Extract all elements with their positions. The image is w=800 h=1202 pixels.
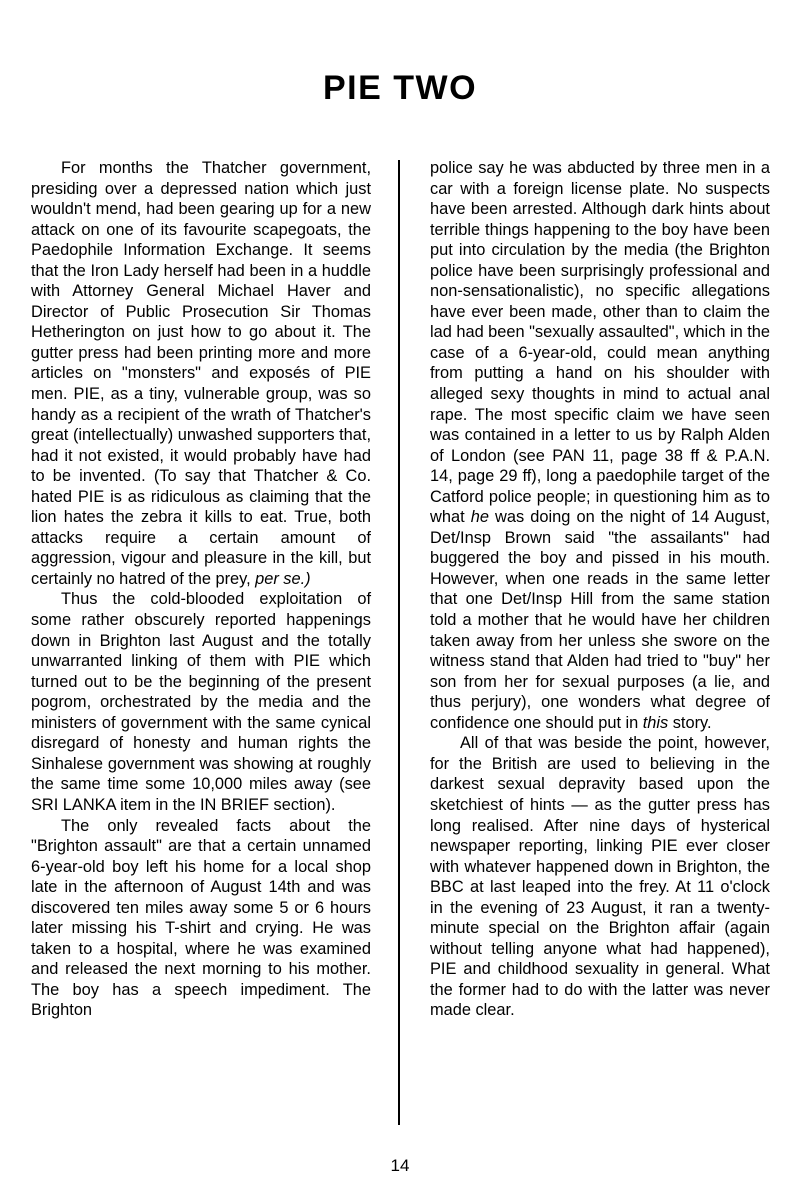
paragraph-text: police say he was abducted by three men in a car with a foreign license plate. No suspects have been arrested. Although dark hints about terrible things happening to the boy have been put into circulation by the media (the Brighton police have been surprisingly professional and non-sensationalistic), no specific allegations have ever been made, other than to claim the lad had been "sexually assaulted", which in the case of a 6-year-old, could mean anything from putting a hand on his shoulder with alleged sexy thoughts in mind to actual anal rape. The most specific claim we have seen was contained in a letter to us by Ralph Alden of London (see PAN 11, page 38 ff & P.A.N. 14, page 29 ff), long a paedophile target of the Catford police people; in questioning him as to what [430, 159, 770, 527]
paragraph-italic-tail: per se.) [255, 569, 311, 588]
paragraph [430, 733, 770, 1021]
page-number: 14 [390, 1156, 410, 1175]
page-title: PIE TWO [322, 68, 478, 107]
paragraph [31, 158, 371, 589]
paragraph-text: Thus the cold-blooded exploitation of some rather obscurely reported happenings down in Brighton last August and the totally unwarranted linking of them with PIE which turned out to be the beginning of the present pogrom, orchestrated by the media and the ministers of government with the same cynical disregard of honesty and human rights the Sinhalese government was showing at roughly the same time some 10,000 miles away (see SRI LANKA item in the IN BRIEF section). [31, 590, 371, 814]
right-column [430, 158, 770, 1133]
paragraph-text-tail: story. [668, 713, 712, 732]
paragraph-italic-emphasis: he [470, 508, 489, 527]
paragraph-text: The only revealed facts about the "Brighton assault" are that a certain unnamed 6-year-old boy left his home for a local shop late in the afternoon of August 14th and was discovered ten miles away some 5 or 6 hours later missing his T-shirt and crying. He was taken to a hospital, where he was examined and released the next morning to his mother. The boy has a speech impediment. The Brighton [31, 816, 371, 1020]
paragraph-text-continued: was doing on the night of 14 August, Det/Insp Brown said "the assailants" had buggered the boy and pissed in his mouth. However, when one reads in the same letter that one Det/Insp Hill from the same station told a mother that he would have her children taken away from her unless she swore on the witness stand that Alden had tried to "buy" her son from her for sexual purposes (a lie, and thus perjury), one wonders what degree of confidence one should put in [430, 508, 771, 732]
paragraph-text: For months the Thatcher government, presiding over a depressed nation which just wouldn't mend, had been gearing up for a new attack on one of its favourite scapegoats, the Paedophile Information Exchange. It seems that the Iron Lady herself had been in a huddle with Attorney General Michael Haver and Director of Public Prosecution Sir Thomas Hetherington on just how to go about it. The gutter press had been printing more and more articles on "monsters" and exposés of PIE men. PIE, as a tiny, vulnerable group, was so handy as a recipient of the wrath of Thatcher's great (intellectually) unwashed supporters that, had it not existed, it would probably have had to be invented. (To say that Thatcher & Co. hated PIE is as ridiculous as claiming that the lion hates the zebra it kills to eat. True, both attacks require a certain amount of aggression, vigour and pleasure in the kill, but certainly no hatred of the prey, [31, 159, 371, 588]
paragraph [430, 158, 770, 733]
paragraph-italic-emphasis-2: this [642, 713, 669, 732]
paragraph [31, 589, 371, 815]
paragraph [31, 816, 371, 1021]
article-body [31, 158, 770, 1133]
left-column [31, 158, 371, 1133]
paragraph-text: All of that was beside the point, however, for the British are used to believing in the darkest sexual depravity based upon the sketchiest of hints — as the gutter press has long realised. After nine days of hysterical newspaper reporting, linking PIE ever closer with whatever happened down in Brighton, the BBC at last leaped into the frey. At 11 o'clock in the evening of 23 August, it ran a twenty-minute special on the Brighton affair (again without telling anyone what had happened), PIE and childhood sexuality in general. What the former had to do with the latter was never made clear. [430, 734, 770, 1020]
